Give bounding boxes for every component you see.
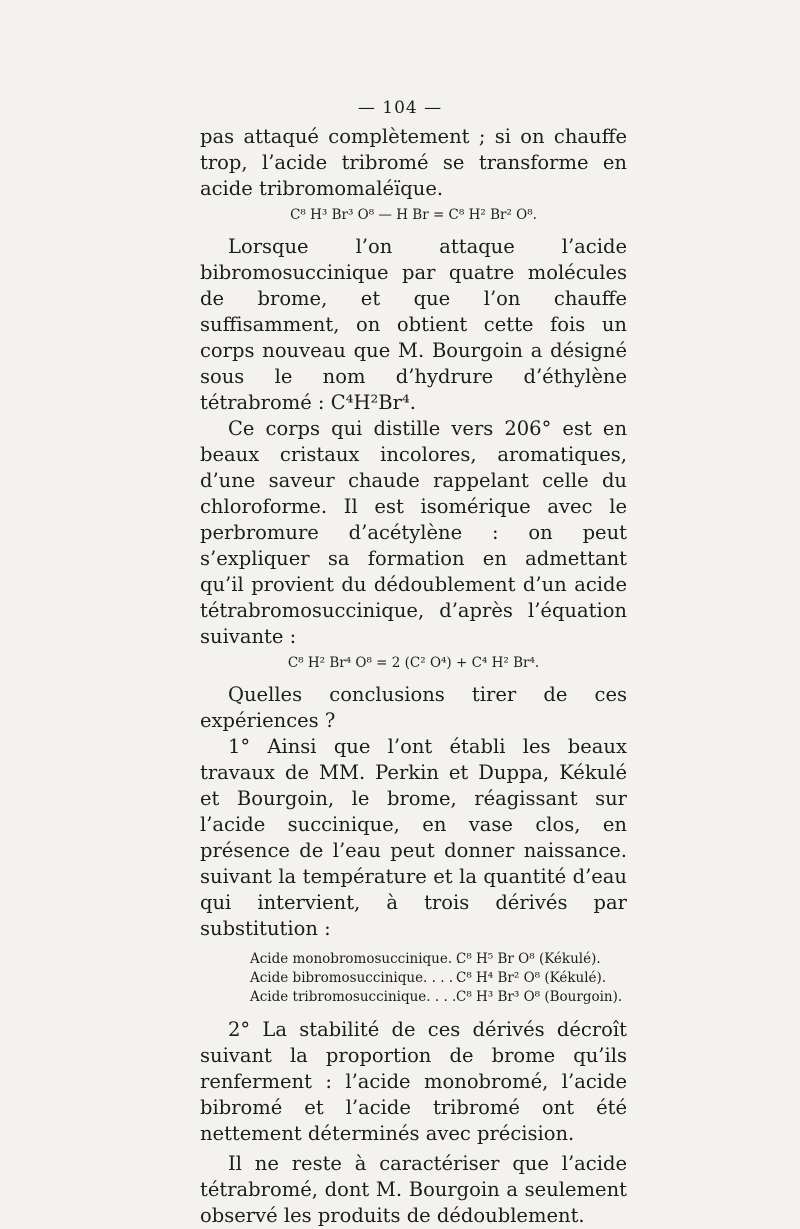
equation-1: C⁸ H³ Br³ O⁸ — H Br = C⁸ H² Br² O⁸.: [290, 207, 537, 223]
paragraph-4: Quelles conclusions tirer de ces expériences ?: [200, 683, 627, 732]
paragraph-6: 2° La stabilité de ces dérivés décroît suivant la proportion de brome qu’ils renferment : l’acide monobromé, l’acide bibromé et l’acide tribromé ont été nettement déterminés avec précision.: [200, 1018, 627, 1145]
equation-2: C⁸ H² Br⁴ O⁸ = 2 (C² O⁴) + C⁴ H² Br⁴.: [287, 655, 540, 671]
derivative-name: Acide monobromosuccinique. .: [250, 951, 461, 967]
paragraph-7: Il ne reste à caractériser que l’acide tétrabromé, dont M. Bourgoin a seulement observé les produits de dédoublement.: [200, 1152, 627, 1227]
paragraph-2: Lorsque l’on attaque l’acide bibromosuccinique par quatre molécules de brome, et que l’on chauffe suffisamment, on obtient cette fois un corps nouveau que M. Bourgoin a désigné sous le nom d’hydrure d’éthylène tétrabromé : C⁴H²Br⁴.: [200, 235, 627, 414]
derivative-formula: C⁸ H⁵ Br O⁸ (Kékulé).: [456, 951, 601, 967]
page-body: [200, 124, 627, 1229]
derivative-formula: C⁸ H⁴ Br² O⁸ (Kékulé).: [456, 970, 607, 986]
derivative-name: Acide bibromosuccinique. . . . .: [250, 970, 462, 986]
derivative-formula: C⁸ H³ Br³ O⁸ (Bourgoin).: [456, 989, 623, 1005]
paragraph-3: Ce corps qui distille vers 206° est en beaux cristaux incolores, aromatiques, d’une saveur chaude rappelant celle du chloroforme. Il est isomérique avec le perbromure d’acétylène : on peut s’expliquer sa formation en admettant qu’il provient du dédoublement d’un acide tétrabromosuccinique, d’après l’équation suivante :: [200, 417, 627, 648]
derivatives-list: [250, 950, 627, 1007]
paragraph-5: 1° Ainsi que l’ont établi les beaux travaux de MM. Perkin et Duppa, Kékulé et Bourgoin, le brome, réagissant sur l’acide succinique, en vase clos, en présence de l’eau peut donner naissance. suivant la température et la quantité d’eau qui intervient, à trois dérivés par substitution :: [200, 735, 627, 940]
page-number: — 104 —: [357, 98, 443, 118]
derivative-name: Acide tribromosuccinique. . . .: [250, 989, 457, 1005]
paragraph-1: pas attaqué complètement ; si on chauffe trop, l’acide tribromé se transforme en acide tribromomaléïque.: [200, 125, 627, 200]
derivative-row: [250, 988, 627, 1007]
derivative-row: [250, 950, 627, 969]
derivative-row: [250, 969, 627, 988]
